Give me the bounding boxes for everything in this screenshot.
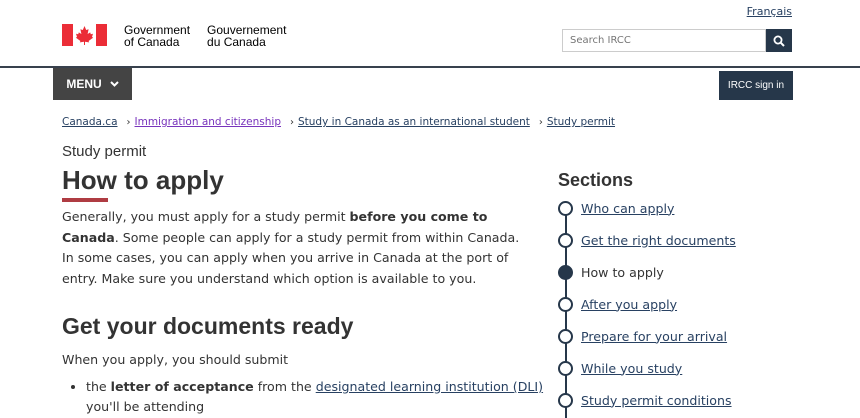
section-link-arrival[interactable]: Prepare for your arrival bbox=[581, 328, 728, 344]
list-text: from the bbox=[253, 379, 316, 394]
page-title: How to apply bbox=[62, 165, 224, 195]
chevron-right-icon: › bbox=[538, 116, 543, 128]
search-button[interactable] bbox=[766, 29, 792, 52]
timeline-dot bbox=[558, 329, 573, 344]
signature-line: Government bbox=[124, 23, 191, 37]
section-link-who-can-apply[interactable]: Who can apply bbox=[581, 200, 675, 216]
signature-french bbox=[207, 24, 286, 48]
signature-english bbox=[124, 24, 190, 48]
intro-paragraph bbox=[62, 207, 532, 289]
search-input[interactable] bbox=[562, 29, 766, 52]
signature-line: Gouvernement bbox=[207, 23, 287, 37]
section-item-documents bbox=[558, 230, 736, 250]
list-emphasis: letter of acceptance bbox=[110, 379, 254, 394]
documents-list bbox=[72, 377, 546, 417]
government-of-canada-logo[interactable] bbox=[62, 24, 286, 48]
search-icon bbox=[773, 35, 785, 47]
signature-line: du Canada bbox=[207, 35, 266, 49]
sections-nav bbox=[558, 200, 818, 415]
menu-label: MENU bbox=[66, 77, 102, 91]
section-link-documents[interactable]: Get the right documents bbox=[581, 232, 736, 248]
section-item-arrival bbox=[558, 326, 727, 346]
section-item-how-to-apply bbox=[558, 262, 664, 282]
chevron-down-icon bbox=[110, 81, 119, 87]
list-item bbox=[86, 377, 546, 417]
title-underline bbox=[62, 198, 108, 202]
page-kicker: Study permit bbox=[62, 143, 147, 160]
section-item-while-you-study bbox=[558, 358, 682, 378]
breadcrumb-link-immigration[interactable]: Immigration and citizenship bbox=[134, 116, 281, 128]
signature-line: of Canada bbox=[124, 35, 180, 49]
section-link-conditions[interactable]: Study permit conditions bbox=[581, 392, 732, 408]
timeline-dot bbox=[558, 201, 573, 216]
section-current-how-to-apply: How to apply bbox=[581, 264, 664, 280]
section-item-who-can-apply bbox=[558, 198, 674, 218]
timeline-dot bbox=[558, 297, 573, 312]
timeline-dot-current bbox=[558, 265, 573, 280]
list-text: you'll be attending bbox=[86, 399, 205, 414]
dli-link[interactable]: designated learning institution (DLI) bbox=[315, 379, 544, 394]
timeline-dot bbox=[558, 361, 573, 376]
documents-heading: Get your documents ready bbox=[62, 313, 354, 339]
breadcrumb-link-study-in-canada[interactable]: Study in Canada as an international student bbox=[298, 116, 530, 128]
ircc-sign-in-button[interactable]: IRCC sign in bbox=[719, 71, 793, 100]
intro-text: . Some people can apply for a study permit from within Canada. In some cases, you can apply when you arrive in Canada at the port of entry. Make sure you understand which option is available to you. bbox=[62, 229, 520, 286]
list-text: the bbox=[86, 379, 111, 394]
intro-emphasis: before you come to Canada bbox=[62, 209, 488, 245]
timeline-dot bbox=[558, 233, 573, 248]
section-item-conditions bbox=[558, 390, 732, 410]
submit-text: When you apply, you should submit bbox=[62, 352, 289, 367]
chevron-right-icon: › bbox=[126, 116, 131, 128]
section-item-after-you-apply bbox=[558, 294, 677, 314]
menu-button[interactable] bbox=[53, 68, 132, 100]
sections-heading: Sections bbox=[558, 170, 634, 190]
breadcrumb-link-study-permit[interactable]: Study permit bbox=[546, 116, 616, 128]
language-toggle-link[interactable]: Français bbox=[746, 5, 792, 18]
section-link-while-you-study[interactable]: While you study bbox=[581, 360, 683, 376]
chevron-right-icon: › bbox=[290, 116, 294, 128]
section-link-after-you-apply[interactable]: After you apply bbox=[581, 296, 678, 312]
intro-text: Generally, you must apply for a study permit bbox=[62, 209, 350, 224]
site-search bbox=[562, 29, 792, 52]
canada-flag-icon bbox=[62, 24, 107, 46]
breadcrumb-link-canada[interactable]: Canada.ca bbox=[62, 116, 118, 128]
breadcrumb bbox=[62, 116, 615, 128]
timeline-dot bbox=[558, 393, 573, 408]
